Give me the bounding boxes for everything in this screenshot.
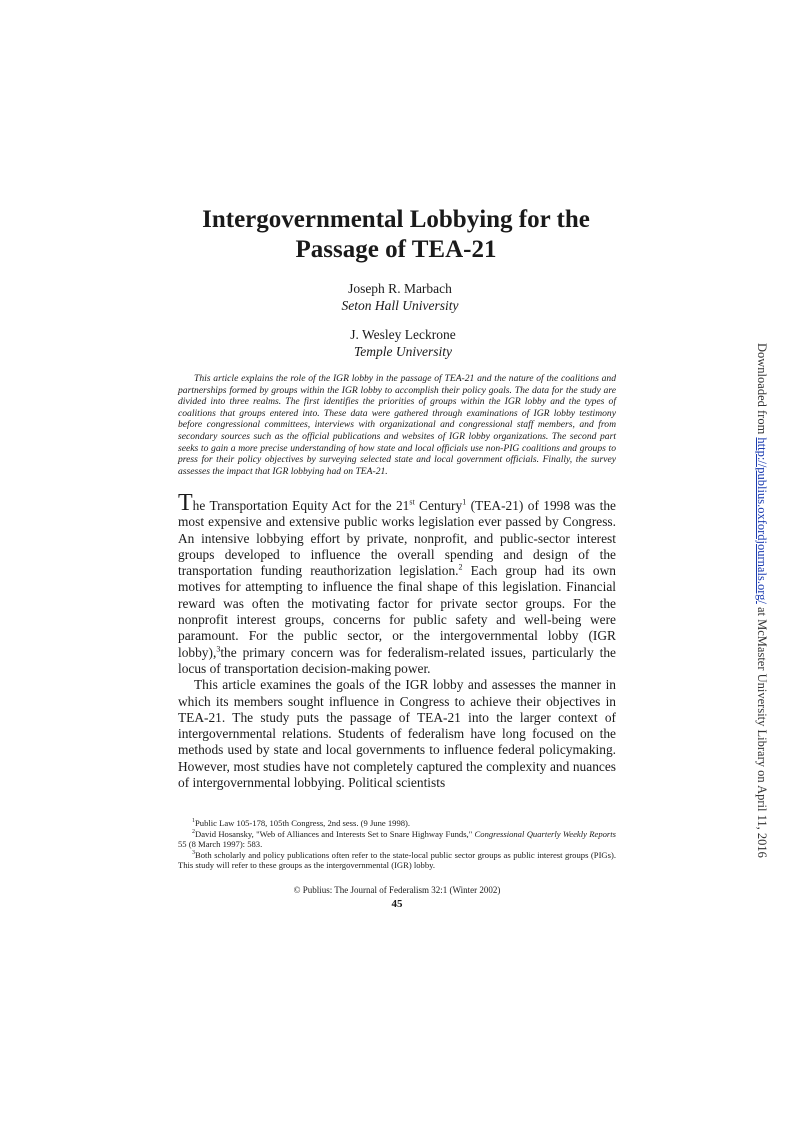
source-link[interactable]: http://publius.oxfordjournals.org/: [755, 437, 769, 604]
footnote-text: Both scholarly and policy publications often refer to the state-local public sector groups as public interest groups (PIGs). This study will refer to these groups as the intergovernmental (IGR) lobby.: [178, 849, 616, 871]
watermark-text: at McMaster University Library on April 11, 2016: [755, 603, 769, 858]
article-title: [160, 205, 632, 265]
footnote-number: 1: [192, 818, 195, 825]
ordinal-suffix: st: [409, 497, 415, 507]
body-text-run: Century: [414, 498, 463, 513]
footnote-3: [178, 850, 616, 871]
footnotes: [178, 818, 616, 871]
body-paragraph-1: [178, 490, 616, 677]
body-text-run: the primary concern was for federalism-related issues, particularly the locus of transportation decision-making power.: [178, 644, 616, 676]
body-text-run: (TEA-21) of 1998 was the most expensive and extensive public works legislation ever passed by Congress. An intensive lobbying effort by private, nonprofit, and public-sector interest groups developed to influence the overall spending and design of the transportation funding reauthorization legislation.: [178, 498, 616, 579]
author-name: Joseph R. Marbach: [348, 281, 452, 296]
title-line-1: Intergovernmental Lobbying for the: [202, 206, 590, 233]
journal-title: Congressional Quarterly Weekly Reports: [474, 828, 616, 839]
copyright-line: © Publius: The Journal of Federalism 32:1 (Winter 2002): [293, 885, 501, 895]
body-text-run: Each group had its own motives for attempting to influence the final shape of this legislation. Financial reward was often the motivating factor for private sector groups. For the nonprofit interest groups, concerns for public safety and well-being were paramount. For the public sector, or the intergovernmental lobby (IGR lobby),: [178, 563, 616, 660]
footnote-ref-2[interactable]: 2: [458, 562, 463, 572]
drop-cap: T: [178, 490, 193, 516]
footnote-ref-3[interactable]: 3: [216, 644, 221, 654]
watermark-text: Downloaded from: [755, 343, 769, 438]
footnote-2: [178, 829, 616, 850]
body-text-run: he Transportation Equity Act for the 21: [192, 498, 410, 513]
body-paragraph-2: This article examines the goals of the IGR lobby and assesses the manner in which its members sought influence in Congress to achieve their objectives in TEA-21. The study puts the passage of TEA-21 into the larger context of intergovernmental relations. Students of federalism have long focused on the methods used by state and local governments to influence federal policymaking. However, most studies have not completely captured the complexity and nuances of intergovernmental lobbying. Political scientists: [178, 677, 616, 791]
footnote-number: 2: [192, 828, 195, 835]
download-watermark: [754, 343, 770, 858]
author-block-2: [258, 326, 548, 360]
abstract: This article explains the role of the IGR lobby in the passage of TEA-21 and the nature of the coalitions and partnerships formed by groups within the IGR lobby to accomplish their policy goals. The data for the study are divided into three realms. The first identifies the priorities of groups within the IGR lobby and the types of coalitions that groups entered into. These data were gathered through examinations of IGR lobby testimony before congressional committees, interviews with organizational and congressional staff members, and from secondary sources such as the official publications and websites of IGR lobby organizations. The second part seeks to gain a more precise understanding of how state and local officials use non-PIG coalitions and groups to press for their policy objectives by surveying selected state and local government officials. Finally, the survey assesses the impact that IGR lobbying had on TEA-21.: [178, 373, 616, 477]
author-affiliation: Temple University: [353, 344, 453, 359]
footnote-number: 3: [192, 849, 195, 856]
title-line-2: Passage of TEA-21: [295, 236, 497, 263]
footnote-text: David Hosansky, "Web of Alliances and Interests Set to Snare Highway Funds,": [195, 828, 475, 839]
body-text: [178, 490, 616, 791]
footnote-ref-1[interactable]: 1: [462, 497, 467, 507]
footnote-text: 55 (8 March 1997): 583.: [178, 839, 263, 850]
author-affiliation: Seton Hall University: [341, 298, 459, 313]
author-block-1: [255, 280, 545, 314]
footnote-1: [178, 818, 616, 829]
author-name: J. Wesley Leckrone: [350, 327, 456, 342]
page-number: 45: [391, 898, 403, 910]
footnote-text: Public Law 105-178, 105th Congress, 2nd sess. (9 June 1998).: [195, 818, 411, 828]
